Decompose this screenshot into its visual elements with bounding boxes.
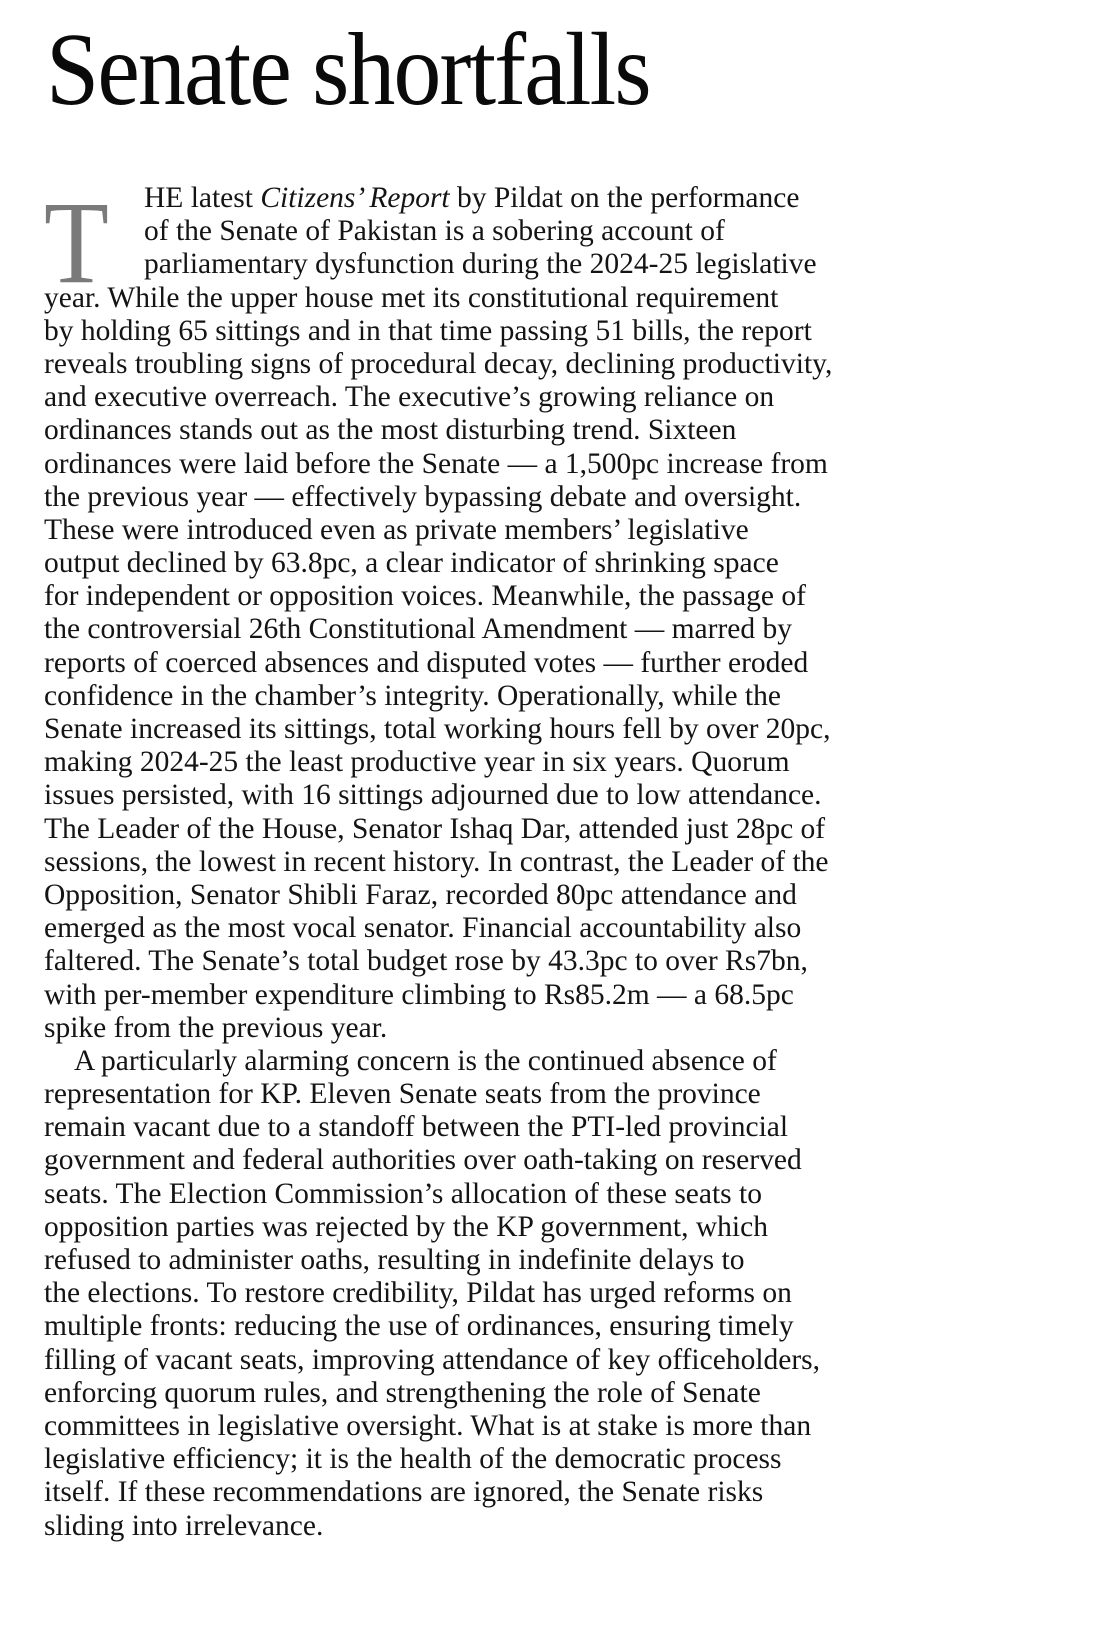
article-line: for independent or opposition voices. Meanwhile, the passage of [44, 580, 806, 613]
article-line: representation for KP. Eleven Senate seats from the province [44, 1078, 761, 1111]
article-line: multiple fronts: reducing the use of ordinances, ensuring timely [44, 1310, 794, 1343]
article-line: with per-member expenditure climbing to Rs85.2m — a 68.5pc [44, 978, 794, 1011]
article-line: sliding into irrelevance. [44, 1509, 324, 1542]
text-run: by Pildat on the performance [449, 182, 800, 214]
article-line: Opposition, Senator Shibli Faraz, recorded 80pc attendance and [44, 878, 797, 911]
article-line: the previous year — effectively bypassing debate and oversight. [44, 480, 802, 513]
article-line: opposition parties was rejected by the KP government, which [44, 1210, 768, 1243]
article-line: emerged as the most vocal senator. Financial accountability also [44, 912, 802, 945]
article-line: reports of coerced absences and disputed votes — further eroded [44, 646, 809, 679]
article-line [44, 182, 1044, 215]
headline: Senate shortfalls [46, 12, 650, 127]
article-line: Senate increased its sittings, total working hours fell by over 20pc, [44, 713, 831, 745]
article-line: and executive overreach. The executive’s growing reliance on [44, 381, 775, 414]
article-line: of the Senate of Pakistan is a sobering account of [144, 215, 725, 248]
article-line: filling of vacant seats, improving attendance of key officeholders, [44, 1343, 821, 1376]
article-line: seats. The Election Commission’s allocation of these seats to [44, 1177, 762, 1210]
article-body [44, 177, 1044, 1543]
article-line: faltered. The Senate’s total budget rose by 43.3pc to over Rs7bn, [44, 945, 808, 978]
article-line: the elections. To restore credibility, Pildat has urged reforms on [44, 1277, 792, 1310]
text-run: HE latest [144, 182, 261, 214]
article-line: legislative efficiency; it is the health of the democratic process [44, 1443, 782, 1476]
article-line: The Leader of the House, Senator Ishaq Dar, attended just 28pc of [44, 812, 826, 845]
article-line: reveals troubling signs of procedural decay, declining productivity, [44, 347, 833, 380]
article-line: refused to administer oaths, resulting in indefinite delays to [44, 1244, 745, 1276]
article-line: spike from the previous year. [44, 1011, 388, 1044]
article-line: committees in legislative oversight. What is at stake is more than [44, 1409, 812, 1442]
article-line: These were introduced even as private members’ legislative [44, 513, 749, 546]
report-title-italic: Citizens’ Report [260, 182, 450, 214]
article-line: itself. If these recommendations are ignored, the Senate risks [44, 1476, 764, 1509]
drop-cap: T [44, 177, 109, 308]
article-line: parliamentary dysfunction during the 2024-25 legislative [144, 248, 817, 281]
article-line: A particularly alarming concern is the continued absence of [74, 1044, 777, 1077]
article-line: ordinances were laid before the Senate — a 1,500pc increase from [44, 447, 828, 480]
article-line: by holding 65 sittings and in that time passing 51 bills, the report [44, 314, 812, 347]
article-line: making 2024-25 the least productive year in six years. Quorum [44, 746, 790, 779]
article-line: sessions, the lowest in recent history. In contrast, the Leader of the [44, 845, 829, 878]
article-line: confidence in the chamber’s integrity. Operationally, while the [44, 679, 781, 712]
article-line: the controversial 26th Constitutional Amendment — marred by [44, 613, 793, 646]
article-line: government and federal authorities over oath-taking on reserved [44, 1144, 802, 1177]
article-line: year. While the upper house met its constitutional requirement [44, 281, 779, 314]
article-line: output declined by 63.8pc, a clear indicator of shrinking space [44, 547, 779, 580]
article-lines [44, 177, 1044, 1543]
article-line: ordinances stands out as the most disturbing trend. Sixteen [44, 414, 737, 447]
article-line: issues persisted, with 16 sittings adjourned due to low attendance. [44, 779, 822, 812]
article-line: remain vacant due to a standoff between the PTI-led provincial [44, 1111, 789, 1144]
article-line: enforcing quorum rules, and strengthening the role of Senate [44, 1376, 761, 1409]
